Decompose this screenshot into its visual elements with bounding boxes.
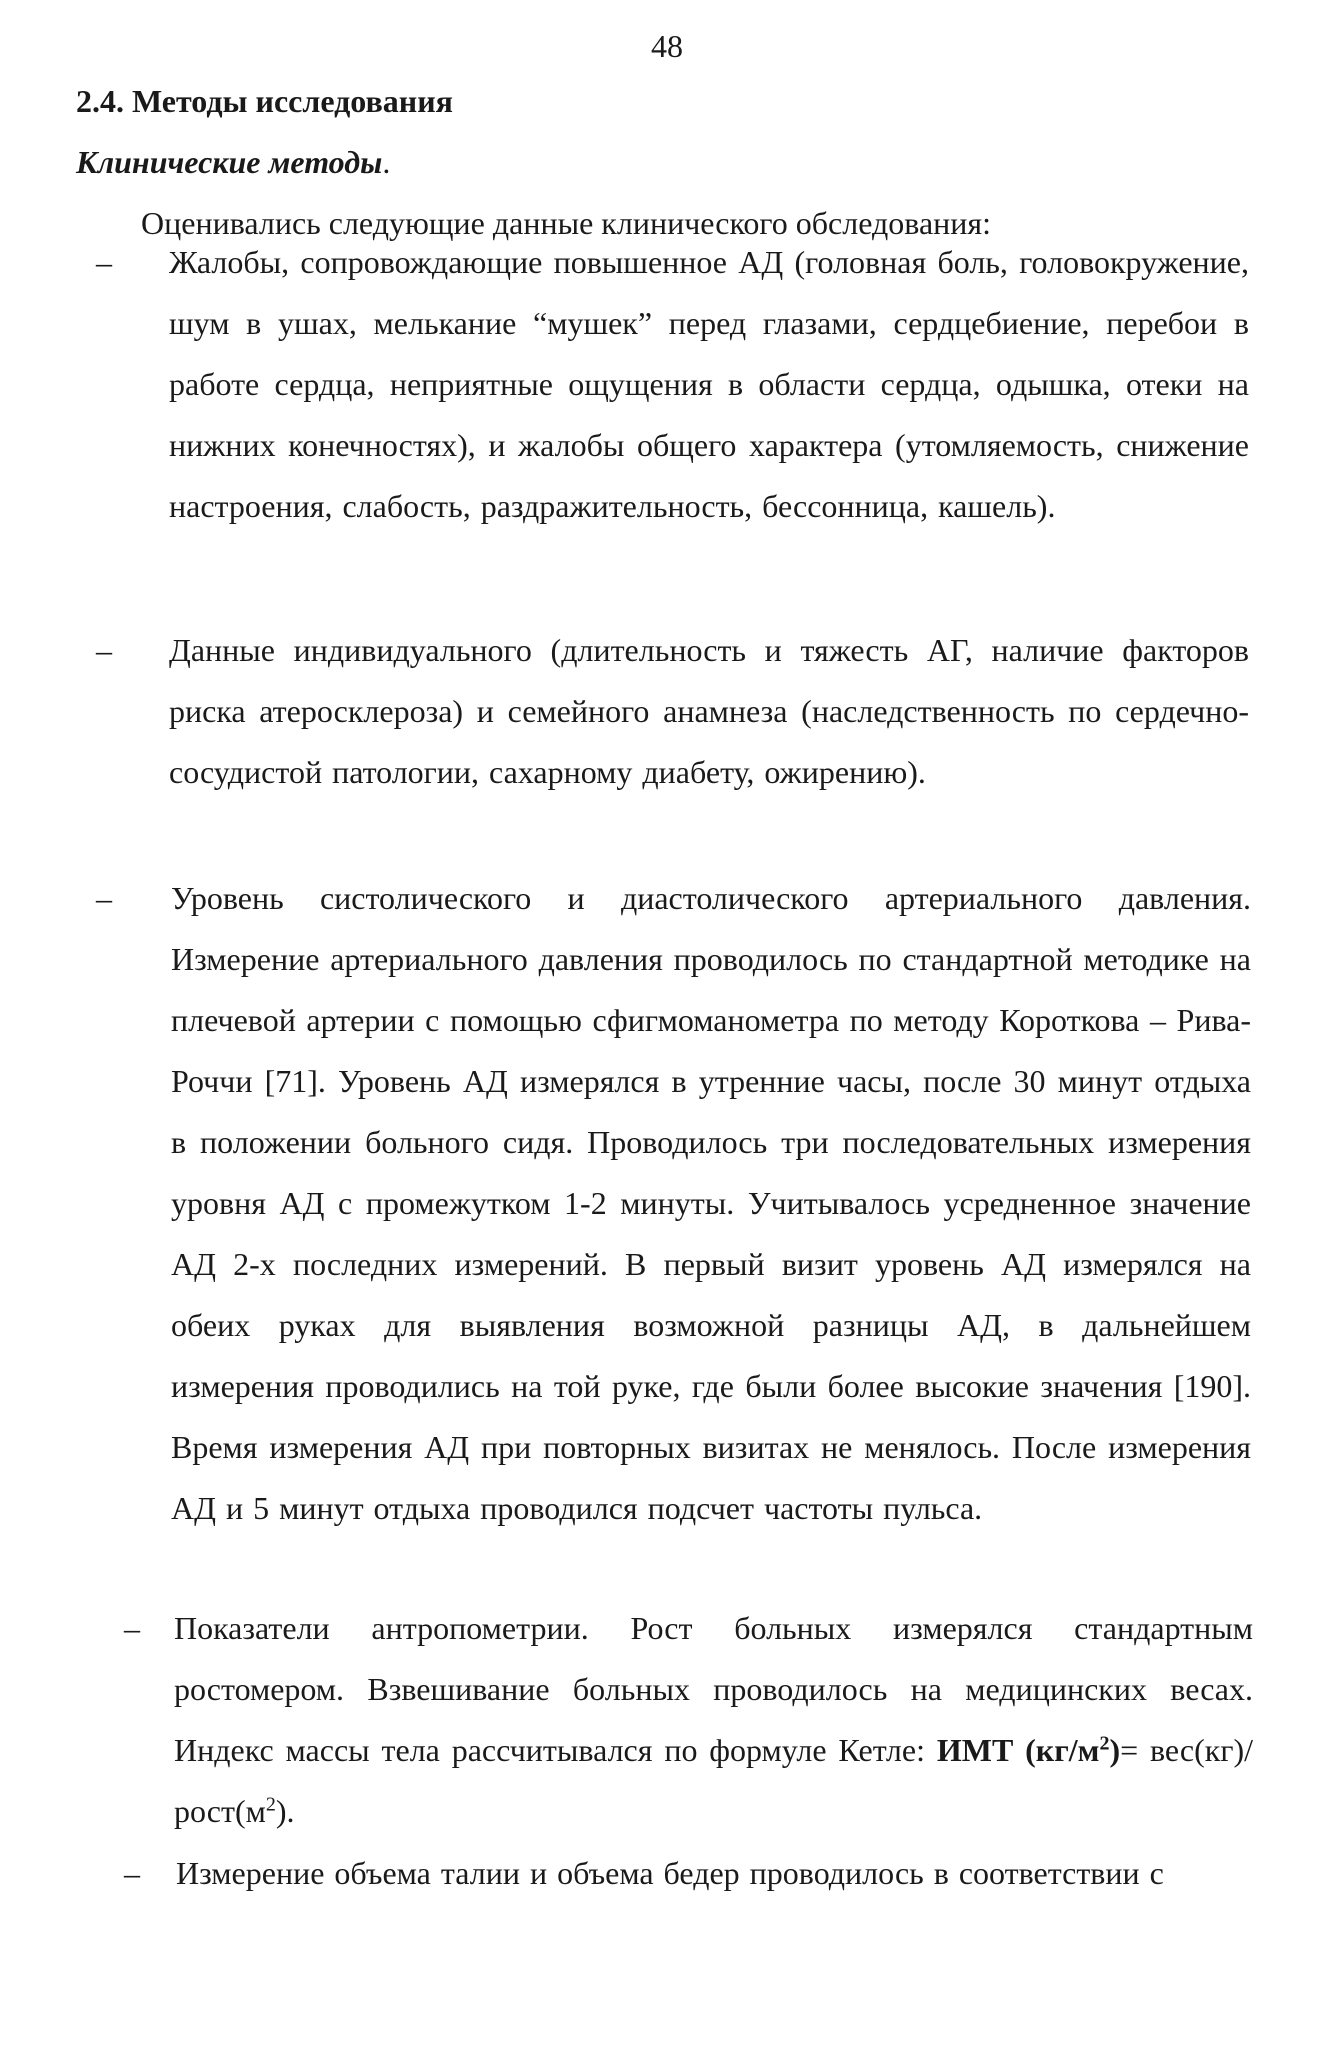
list-item-text: Уровень систолического и диастолического артериального давления. Измерение артериального давления проводилось по стандартной методике на плечевой артерии с помощью сфигмоманометра по методу Короткова – Рива-Роччи [71]. Уровень АД измерялся в утренние часы, после 30 минут отдыха в положении больного сидя. Проводилось три последовательных измерения уровня АД с промежутком 1-2 минуты. Учитывалось усредненное значение АД 2-х последних измерений. В первый визит уровень АД измерялся на обеих руках для выявления возможной разницы АД, в дальнейшем измерения проводились на той руке, где были более высокие значения [190]. Время измерения АД при повторных визитах не менялось. После измерения АД и 5 минут отдыха проводился подсчет частоты пульса.	[171, 880, 1251, 1526]
bmi-formula-end: ).	[275, 1793, 295, 1829]
list-dash: –	[96, 880, 112, 916]
list-dash: –	[124, 1855, 140, 1891]
subsection-title-punct: .	[382, 144, 391, 180]
bmi-formula-label: ИМТ (кг/м	[936, 1732, 1100, 1768]
list-dash: –	[96, 244, 112, 280]
list-item-text: Жалобы, сопровождающие повышенное АД (головная боль, головокружение, шум в ушах, мелькание “мушек” перед глазами, сердцебиение, перебои в работе сердца, неприятные ощущения в области сердца, одышка, отеки на нижних конечностях), и жалобы общего характера (утомляемость, снижение настроения, слабость, раздражительность, бессонница, кашель).	[169, 244, 1249, 524]
page-number: 48	[651, 28, 683, 64]
list-item-text: Измерение объема талии и объема бедер проводилось в соответствии с	[176, 1855, 1164, 1891]
list-item-text: Данные индивидуального (длительность и тяжесть АГ, наличие факторов риска атеросклероза) и семейного анамнеза (наследственность по сердечно-сосудистой патологии, сахарному диабету, ожирению).	[169, 632, 1249, 790]
bmi-formula-sup: 2	[1099, 1732, 1110, 1755]
subsection-title	[76, 141, 390, 183]
section-title: 2.4. Методы исследования	[76, 83, 453, 119]
list-dash: –	[124, 1610, 140, 1646]
bmi-formula-sup-2: 2	[265, 1793, 276, 1816]
intro-paragraph: Оценивались следующие данные клинического обследования:	[141, 205, 991, 241]
bmi-formula-paren: )	[1109, 1732, 1121, 1768]
anthropometry-text: Показатели антропометрии. Рост больных измерялся стандартным ростомером. Взвешивание больных проводилось на медицинских весах. Индекс массы тела рассчитывался по формуле Кетле:	[174, 1610, 1253, 1768]
bmi-formula-rest: = вес(кг)/ рост(м	[174, 1732, 1254, 1829]
list-dash: –	[96, 632, 112, 668]
subsection-title-text: Клинические методы	[76, 144, 383, 180]
list-item-text	[174, 1598, 1253, 1842]
